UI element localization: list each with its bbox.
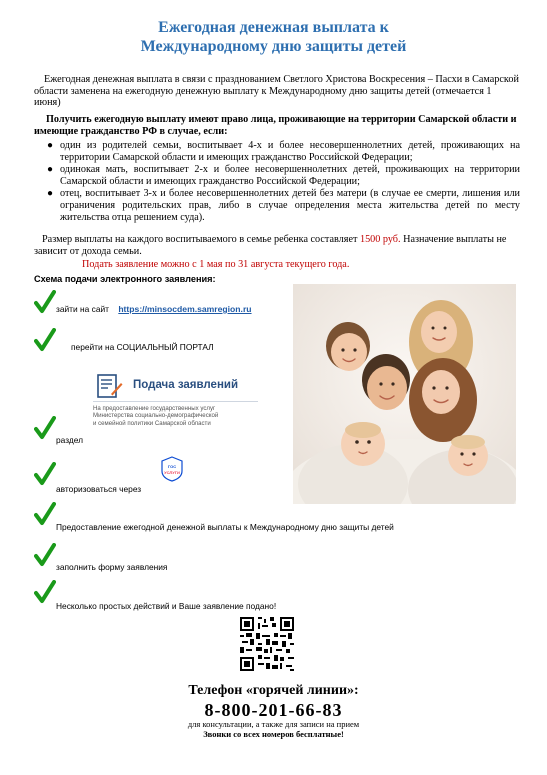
site-link[interactable]: https://minsocdem.samregion.ru	[118, 304, 252, 314]
qr-code[interactable]	[240, 617, 294, 671]
eligibility-heading: Получить ежегодную выплату имеют право лица, проживающие на территории Самарской области и имеющие гражданство РФ в случае, если:	[34, 114, 517, 137]
step-6-text: заполнить форму заявления	[56, 562, 168, 572]
amount-suffix: Назначение выплаты не зависит от дохода семьи.	[34, 234, 507, 257]
amount-prefix: Размер выплаты на каждого воспитываемого в семье ребенка составляет	[42, 234, 358, 245]
gosuslugi-logo-icon[interactable]	[160, 456, 184, 482]
hotline-title: Телефон «горячей линии»:	[188, 683, 359, 698]
list-item: ● отец, воспитывает 3-х и более несовершеннолетних детей без матери (в случае ее смерти, лишения или ограничения родительских прав, либо в случае определения места жительства детей по месту жительства отца решением суда).	[47, 188, 520, 223]
amount-paragraph	[34, 234, 520, 257]
hotline-number[interactable]: 8-800-201-66-83	[204, 700, 343, 720]
hotline-free-note: Звонки со всех номеров бесплатные!	[203, 729, 344, 739]
family-photo-illustration	[293, 284, 516, 504]
checkmark-icon	[34, 580, 56, 604]
checkmark-icon	[34, 462, 56, 486]
scheme-title: Схема подачи электронного заявления:	[34, 274, 216, 284]
bullet-icon: ●	[47, 188, 54, 200]
list-item: ● одинокая мать, воспитывает 2-х и более несовершеннолетних детей, проживающих на территории Самарской области и имеющих гражданство Российской Федерации;	[47, 164, 520, 187]
page-title-line1: Ежегодная денежная выплата к	[158, 19, 389, 36]
amount-value: 1500 руб.	[359, 234, 401, 245]
portal-title: Подача заявлений	[133, 379, 239, 391]
list-item: ● один из родителей семьи, воспитывает 4-х и более несовершеннолетних детей, проживающих на территории Самарской области и имеющих гражданство Российской Федерации;	[47, 140, 520, 163]
step-1-text: зайти на сайт	[56, 304, 109, 314]
portal-banner[interactable]	[93, 372, 258, 434]
bullet-icon: ●	[47, 140, 54, 151]
intro-paragraph: Ежегодная денежная выплата в связи с празднованием Светлого Христова Воскресения – Пасхи в Самарской области заменена на ежегодную денежную выплату к Международному дню защиты детей (отмечается 1 июня)	[34, 74, 519, 109]
step-1	[56, 304, 252, 314]
page-title-line2: Международному дню защиты детей	[140, 38, 407, 55]
step-4-text: авторизоваться через	[56, 484, 142, 494]
page-title	[0, 18, 547, 56]
svg-text:УСЛУГИ: УСЛУГИ	[164, 470, 180, 475]
family-photo	[293, 284, 516, 504]
portal-subtitle: На предоставление государственных услуг Министерства социально-демографической и семейной политики Самарской области	[93, 405, 219, 427]
checkmark-icon	[34, 290, 56, 314]
step-7-text: Несколько простых действий и Ваше заявление подано!	[56, 601, 277, 611]
step-3-text: раздел	[56, 435, 84, 445]
step-2-text: перейти на СОЦИАЛЬНЫЙ ПОРТАЛ	[71, 342, 214, 352]
hotline-note: для консультации, а также для записи на прием	[187, 719, 360, 729]
eligibility-list	[34, 140, 520, 224]
checkmark-icon	[34, 328, 56, 352]
document-pen-icon	[97, 374, 123, 398]
svg-text:ГОС: ГОС	[167, 464, 177, 469]
checkmark-icon	[34, 416, 56, 440]
checkmark-icon	[34, 543, 56, 567]
divider	[93, 401, 258, 402]
bullet-icon: ●	[47, 164, 54, 176]
step-5-text: Предоставление ежегодной денежной выплаты к Международному дню защиты детей	[56, 522, 394, 532]
deadline-text: Подать заявление можно с 1 мая по 31 августа текущего года.	[82, 259, 350, 270]
checkmark-icon	[34, 502, 56, 526]
